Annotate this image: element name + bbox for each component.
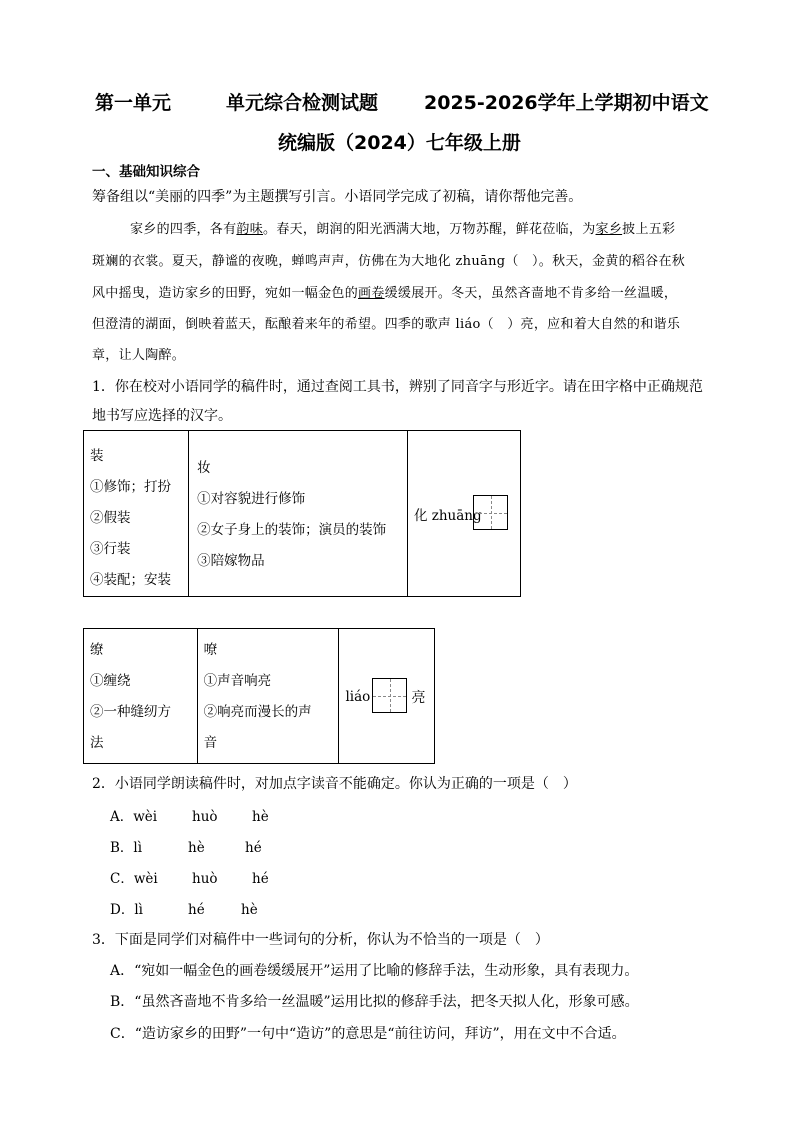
passage-line-4: 但澄清的湖面，倒映着蓝天，酝酿着来年的希望。四季的歌声 liáo（ ）亮，应和着大自然的和谐乐 xyxy=(92,317,681,332)
answer-suffix: 亮 xyxy=(411,690,426,706)
passage-line-2: 斑斓的衣裳。夏天，静谧的夜晚，蝉鸣声声，仿佛在为大地化 zhuāng（ ）。秋天，金黄的稻谷在秋 xyxy=(92,254,686,269)
underlined-word: 韵味 xyxy=(236,222,264,237)
section-intro: 筹备组以“美丽的四季”为主题撰写引言。小语同学完成了初稿，请你帮他完善。 xyxy=(92,189,583,205)
passage-text: 为 xyxy=(582,222,596,237)
zhuang-definitions: 装 ①修饰；打扮 ②假装 ③行装 ④装配；安装 xyxy=(84,431,189,597)
passage-line-3 xyxy=(92,282,677,301)
unit-title: 第一单元 xyxy=(95,92,172,114)
passage-line-5: 章，让人陶醉。 xyxy=(92,348,186,363)
q2-option-b[interactable]: B．lì hè hé xyxy=(110,840,262,856)
q3-option-b[interactable]: B．“虽然吝啬地不肯多给一丝温暖”运用比拟的修辞手法，把冬天拟人化，形象可感。 xyxy=(110,994,639,1010)
liao-definitions: 缭 ①缠绕 ②一种缝纫方 法 xyxy=(84,629,198,764)
passage-text: 家乡的四季，各有 xyxy=(130,222,237,237)
q3-option-c[interactable]: C．“造访家乡的田野”一句中“造访”的意思是“前往访问，拜访”，用在文中不合适。 xyxy=(110,1026,626,1042)
passage-text: 。春天，朗润的阳光洒满大地，万物苏醒，鲜花莅临， xyxy=(263,222,583,237)
answer-label: 化 zhuāng xyxy=(413,508,482,524)
q1-stem-line-2: 地书写应选择的汉字。 xyxy=(92,408,232,424)
edition-title: 统编版（2024）七年级上册 xyxy=(278,132,521,154)
char-table-zhuang xyxy=(83,430,521,597)
underlined-word: 家乡 xyxy=(595,222,623,237)
passage-text: 缓缓展开。冬天，虽然吝啬地不肯多给一丝温暖， xyxy=(384,286,678,301)
q1-stem-line-1: 1．你在校对小语同学的稿件时，通过查阅工具书，辨别了同音字与形近字。请在田字格中正确规范 xyxy=(92,379,703,395)
q2-option-a[interactable]: A．wèi huò hè xyxy=(110,809,269,825)
q2-option-c[interactable]: C．wèi huò hé xyxy=(110,871,269,887)
q2-stem: 2．小语同学朗读稿件时，对加点字读音不能确定。你认为正确的一项是（ ） xyxy=(92,776,577,792)
passage-text: 披上五彩 xyxy=(622,222,676,237)
writing-grid-box[interactable] xyxy=(372,678,407,713)
passage-text: 风中摇曳，造访家乡的田野，宛如一幅金色的 xyxy=(92,286,359,301)
passage-line-1 xyxy=(130,218,675,237)
q3-option-a[interactable]: A．“宛如一幅金色的画卷缓缓展开”运用了比喻的修辞手法，生动形象，具有表现力。 xyxy=(110,963,639,979)
liao2-definitions: 嘹 ①声音响亮 ②响亮而漫长的声 音 xyxy=(197,629,339,764)
q2-option-d[interactable]: D．lì hé hè xyxy=(110,902,258,918)
writing-grid-box[interactable] xyxy=(473,495,508,530)
q3-stem: 3．下面是同学们对稿件中一些词句的分析，你认为不恰当的一项是（ ） xyxy=(92,932,549,948)
zhuang2-definitions: 妆 ①对容貌进行修饰 ②女子身上的装饰；演员的装饰 ③陪嫁物品 xyxy=(189,431,408,597)
underlined-word: 画卷 xyxy=(358,286,385,301)
answer-prefix: liáo xyxy=(345,689,371,705)
section-heading: 一、基础知识综合 xyxy=(92,164,200,180)
term-title: 2025-2026学年上学期初中语文 xyxy=(424,92,709,114)
test-title: 单元综合检测试题 xyxy=(226,92,379,114)
